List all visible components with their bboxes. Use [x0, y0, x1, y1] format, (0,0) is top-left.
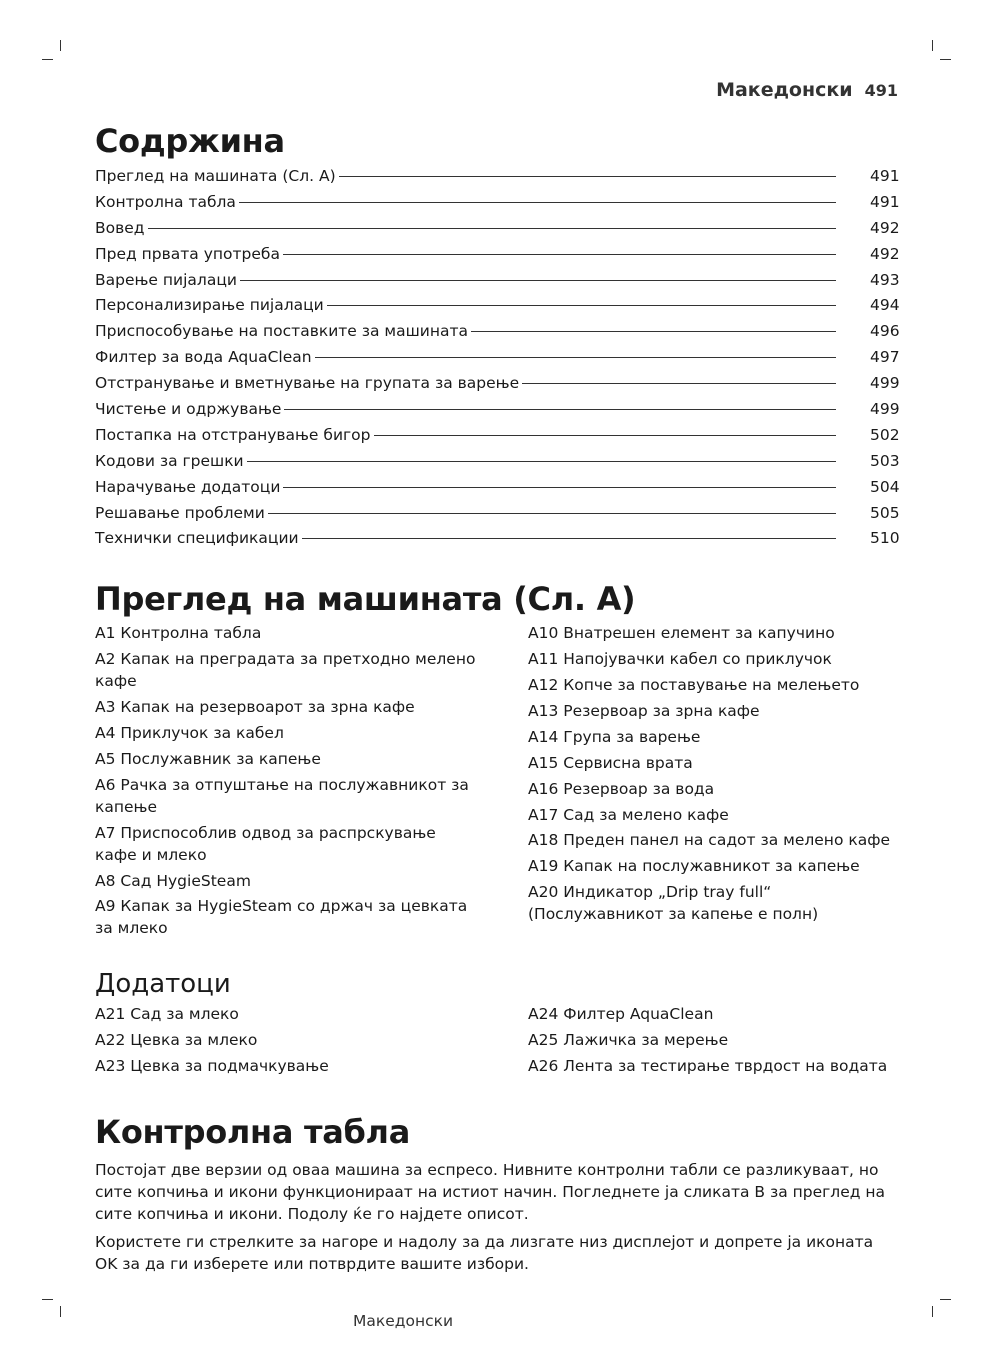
accessories-section [95, 967, 898, 1081]
toc-entry-page: 504 [870, 477, 900, 496]
crop-mark [42, 1299, 53, 1300]
list-item: A24 Филтер AquaClean [528, 1005, 714, 1024]
toc-title: Содржина [95, 122, 285, 160]
toc-entry[interactable] [95, 242, 898, 268]
page-content [95, 120, 898, 1275]
toc-entry-title: Приспособување на поставките за машината [95, 322, 469, 341]
toc-entry-title: Нарачување додатоци [95, 477, 281, 496]
toc-list [95, 164, 898, 552]
toc-entry-page: 493 [870, 270, 900, 289]
toc-entry-page: 496 [870, 322, 900, 341]
list-item: A12 Копче за поставување на мелењето [528, 676, 860, 695]
overview-right-column [528, 622, 898, 943]
control-panel-paragraph: Постојат две верзии од оваа машина за еспресо. Нивните контролни табли се разликуваат, но сите копчиња и икони функционираат на истиот начин. Погледнете ја сликата B за преглед на сите копчиња и икони. Подолу ќе го најдете описот. [95, 1161, 886, 1224]
list-item: A18 Преден панел на садот за мелено кафе [528, 831, 891, 850]
toc-entry[interactable] [95, 190, 898, 216]
list-item: A2 Капак на преградата за претходно мелено кафе [95, 650, 476, 691]
crop-mark [932, 40, 933, 51]
toc-entry[interactable] [95, 423, 898, 449]
toc-leader-line [247, 461, 836, 462]
list-item: A1 Контролна табла [95, 624, 262, 643]
control-panel-title: Контролна табла [95, 1113, 410, 1152]
toc-entry-title: Вовед [95, 218, 145, 237]
toc-leader-line [471, 331, 836, 332]
crop-mark [940, 1299, 951, 1300]
list-item: A6 Рачка за отпуштање на послужавникот за капење [95, 775, 469, 816]
toc-entry-page: 492 [870, 218, 900, 237]
list-item: A7 Приспособлив одвод за распрскување кафе и млеко [95, 823, 436, 864]
list-item: A21 Сад за млеко [95, 1005, 239, 1024]
toc-entry[interactable] [95, 319, 898, 345]
list-item: A17 Сад за мелено кафе [528, 805, 729, 824]
list-item: A20 Индикатор „Drip tray full“ (Послужавникот за капење е полн) [528, 883, 819, 924]
toc-entry-page: 502 [870, 425, 900, 444]
toc-entry-page: 499 [870, 374, 900, 393]
toc-entry[interactable] [95, 345, 898, 371]
toc-entry-title: Постапка на отстранување бигор [95, 425, 371, 444]
list-item: A8 Сад HygieSteam [95, 871, 251, 890]
crop-mark [42, 59, 53, 60]
list-item: A22 Цевка за млеко [95, 1031, 258, 1050]
toc-leader-line [239, 202, 836, 203]
page-footer: Македонски [353, 1312, 454, 1330]
crop-mark [932, 1306, 933, 1317]
toc-entry-page: 499 [870, 400, 900, 419]
toc-leader-line [302, 538, 836, 539]
overview-title: Преглед на машината (Сл. А) [95, 580, 636, 619]
toc-entry-title: Чистење и одржување [95, 400, 282, 419]
list-item: A19 Капак на послужавникот за капење [528, 857, 860, 876]
overview-section [95, 578, 898, 943]
toc-entry-title: Контролна табла [95, 192, 236, 211]
toc-entry-page: 503 [870, 451, 900, 470]
toc-entry[interactable] [95, 397, 898, 423]
toc-entry-title: Персонализирање пијалаци [95, 296, 324, 315]
toc-entry-title: Преглед на машината (Сл. А) [95, 167, 336, 185]
toc-entry[interactable] [95, 449, 898, 475]
crop-mark [60, 1306, 61, 1317]
toc-entry[interactable] [95, 293, 898, 319]
list-item: A14 Група за варење [528, 727, 701, 746]
list-item: A3 Капак на резервоарот за зрна кафе [95, 698, 415, 717]
toc-entry-page: 510 [870, 529, 900, 548]
overview-left-column [95, 622, 480, 943]
toc-entry[interactable] [95, 164, 898, 190]
toc-leader-line [327, 305, 836, 306]
toc-section [95, 120, 898, 552]
page-header [716, 79, 898, 101]
toc-entry[interactable] [95, 475, 898, 501]
toc-entry[interactable] [95, 268, 898, 294]
crop-mark [940, 59, 951, 60]
toc-leader-line [284, 409, 836, 410]
overview-columns [95, 622, 898, 943]
list-item: A26 Лента за тестирање тврдост на водата [528, 1057, 888, 1076]
list-item: A15 Сервисна врата [528, 753, 693, 772]
list-item: A10 Внатрешен елемент за капучино [528, 624, 835, 643]
toc-leader-line [268, 513, 836, 514]
toc-entry-title: Технички спецификации [95, 529, 299, 548]
accessories-left-column [95, 1003, 480, 1081]
toc-entry-title: Пред првата употреба [95, 244, 280, 263]
toc-entry-page: 505 [870, 503, 900, 522]
toc-entry-title: Решавање проблеми [95, 503, 265, 522]
toc-leader-line [148, 228, 836, 229]
toc-entry-page: 494 [870, 296, 900, 315]
toc-leader-line [240, 280, 836, 281]
toc-entry[interactable] [95, 526, 898, 552]
toc-entry-title: Варење пијалаци [95, 270, 237, 289]
toc-entry[interactable] [95, 371, 898, 397]
list-item: A4 Приклучок за кабел [95, 724, 284, 743]
toc-entry-page: 491 [870, 167, 900, 185]
toc-entry-title: Отстранување и вметнување на групата за варење [95, 374, 520, 393]
header-language: Македонски [716, 79, 853, 101]
control-panel-paragraph: Користете ги стрелките за нагоре и надолу за да лизгате низ дисплејот и допрете ја иконата OK за да ги изберете или потврдите вашите избори. [95, 1233, 874, 1274]
toc-entry-page: 491 [870, 192, 900, 211]
toc-leader-line [522, 383, 836, 384]
toc-leader-line [283, 487, 836, 488]
toc-entry[interactable] [95, 216, 898, 242]
accessories-columns [95, 1003, 898, 1081]
accessories-title: Додатоци [95, 969, 231, 1000]
control-panel-section [95, 1111, 898, 1275]
toc-leader-line [283, 254, 836, 255]
toc-leader-line [315, 357, 836, 358]
toc-leader-line [339, 176, 836, 177]
toc-entry-page: 497 [870, 348, 900, 367]
accessories-right-column [528, 1003, 898, 1081]
list-item: A5 Послужавник за капење [95, 749, 321, 768]
crop-mark [60, 40, 61, 51]
list-item: A25 Лажичка за мерење [528, 1031, 729, 1050]
toc-entry-title: Кодови за грешки [95, 451, 244, 470]
list-item: A9 Капак за HygieSteam со држач за цевката за млеко [95, 897, 468, 938]
toc-entry-page: 492 [870, 244, 900, 263]
list-item: A23 Цевка за подмачкување [95, 1057, 329, 1076]
toc-entry-title: Филтер за вода AquaClean [95, 348, 312, 367]
header-page-number: 491 [864, 81, 898, 100]
list-item: A11 Напојувачки кабел со приклучок [528, 650, 832, 669]
toc-leader-line [374, 435, 837, 436]
list-item: A13 Резервоар за зрна кафе [528, 702, 760, 721]
toc-entry[interactable] [95, 501, 898, 527]
list-item: A16 Резервоар за вода [528, 779, 715, 798]
